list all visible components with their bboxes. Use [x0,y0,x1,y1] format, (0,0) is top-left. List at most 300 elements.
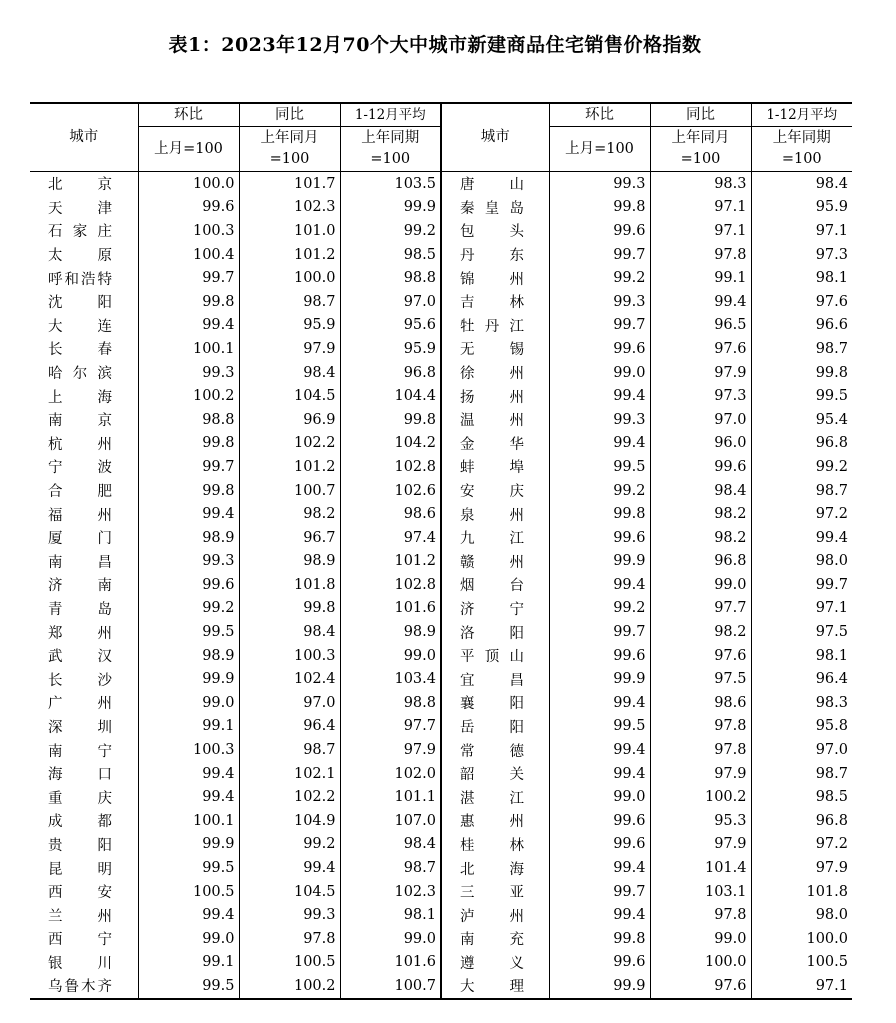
table-row [30,172,852,196]
mom-value-left: 100.4 [138,243,239,267]
city-name: 乌鲁木齐 [48,979,112,996]
yoy-value-left: 100.5 [239,951,340,975]
mom-value-left: 99.5 [138,856,239,880]
city-header-left: 城市 [30,103,138,172]
avg-value-right: 97.3 [751,243,852,267]
city-name: 徐 州 [460,366,524,383]
mom-value-right: 99.6 [549,951,650,975]
mom-value-left: 100.1 [138,337,239,361]
city-name: 石家庄 [48,224,112,241]
avg-header-right: 1-12月平均 [751,103,852,127]
city-cell-right [441,243,549,267]
city-cell-right [441,314,549,338]
mom-value-left: 99.7 [138,455,239,479]
table-row [30,196,852,220]
mom-value-left: 99.6 [138,573,239,597]
avg-value-left: 103.4 [340,667,441,691]
avg-header-left: 1-12月平均 [340,103,441,127]
yoy-value-right: 97.8 [650,715,751,739]
city-cell-right [441,738,549,762]
city-name: 金 华 [460,436,524,453]
city-cell-left [30,667,138,691]
yoy-value-left: 97.0 [239,691,340,715]
city-name: 扬 州 [460,389,524,406]
yoy-value-right: 97.1 [650,219,751,243]
table-row [30,856,852,880]
table-row [30,785,852,809]
table-row [30,384,852,408]
city-cell-left [30,337,138,361]
yoy-value-left: 99.8 [239,597,340,621]
city-cell-left [30,502,138,526]
mom-value-left: 99.1 [138,951,239,975]
mom-value-right: 99.4 [549,384,650,408]
city-name: 北 海 [460,861,524,878]
table-row [30,644,852,668]
mom-value-right: 99.6 [549,644,650,668]
city-cell-right [441,715,549,739]
yoy-value-right: 97.8 [650,738,751,762]
mom-value-left: 100.3 [138,219,239,243]
mom-value-left: 99.2 [138,597,239,621]
mom-value-left: 99.0 [138,691,239,715]
mom-value-right: 99.0 [549,785,650,809]
city-cell-left [30,290,138,314]
avg-value-right: 98.0 [751,550,852,574]
avg-value-right: 99.7 [751,573,852,597]
city-name: 温 州 [460,413,524,430]
city-cell-right [441,974,549,999]
city-name: 济 南 [48,578,112,595]
city-name: 包 头 [460,224,524,241]
table-row [30,314,852,338]
city-cell-left [30,644,138,668]
yoy-value-left: 99.3 [239,903,340,927]
yoy-value-right: 97.6 [650,644,751,668]
avg-value-left: 102.6 [340,479,441,503]
avg-value-left: 102.8 [340,455,441,479]
city-name: 哈尔滨 [48,366,112,383]
mom-value-left: 99.7 [138,266,239,290]
yoy-value-left: 102.2 [239,432,340,456]
yoy-value-right: 100.0 [650,951,751,975]
yoy-value-right: 99.1 [650,266,751,290]
mom-value-right: 99.3 [549,172,650,196]
yoy-value-left: 100.3 [239,644,340,668]
mom-value-right: 99.2 [549,266,650,290]
mom-value-right: 99.6 [549,833,650,857]
avg-base-right: 上年同期 =100 [751,127,852,172]
city-name: 天 津 [48,200,112,217]
yoy-value-right: 97.1 [650,196,751,220]
city-cell-left [30,432,138,456]
city-name: 九 江 [460,531,524,548]
mom-value-left: 99.8 [138,432,239,456]
table-row [30,903,852,927]
mom-value-right: 99.6 [549,219,650,243]
yoy-value-right: 100.2 [650,785,751,809]
avg-value-left: 98.6 [340,502,441,526]
city-name: 武 汉 [48,649,112,666]
avg-value-right: 100.5 [751,951,852,975]
table-row [30,502,852,526]
city-name: 襄 阳 [460,696,524,713]
city-cell-left [30,833,138,857]
city-cell-left [30,573,138,597]
mom-value-left: 100.2 [138,384,239,408]
table-row [30,833,852,857]
city-cell-left [30,526,138,550]
yoy-value-left: 102.3 [239,196,340,220]
city-cell-left [30,951,138,975]
avg-value-left: 99.0 [340,644,441,668]
city-cell-left [30,408,138,432]
mom-value-left: 100.0 [138,172,239,196]
avg-value-left: 104.4 [340,384,441,408]
mom-value-right: 99.4 [549,903,650,927]
city-name: 秦皇岛 [460,200,524,217]
table-body [30,172,852,999]
city-cell-right [441,667,549,691]
mom-value-left: 99.4 [138,785,239,809]
table-row [30,455,852,479]
yoy-value-right: 97.9 [650,762,751,786]
city-cell-right [441,550,549,574]
avg-value-left: 102.3 [340,880,441,904]
city-name: 湛 江 [460,790,524,807]
avg-value-right: 97.0 [751,738,852,762]
mom-base-left: 上月=100 [138,127,239,172]
avg-value-right: 98.5 [751,785,852,809]
avg-value-right: 95.9 [751,196,852,220]
avg-value-left: 95.6 [340,314,441,338]
avg-value-left: 98.4 [340,833,441,857]
avg-value-right: 99.8 [751,361,852,385]
yoy-value-right: 101.4 [650,856,751,880]
yoy-value-right: 97.9 [650,833,751,857]
avg-value-left: 101.2 [340,550,441,574]
mom-value-left: 99.5 [138,974,239,999]
city-cell-right [441,620,549,644]
city-cell-right [441,455,549,479]
avg-value-right: 98.7 [751,337,852,361]
avg-value-right: 97.6 [751,290,852,314]
yoy-value-left: 97.8 [239,927,340,951]
mom-value-left: 99.4 [138,502,239,526]
table-row [30,550,852,574]
avg-value-left: 98.5 [340,243,441,267]
city-cell-right [441,762,549,786]
yoy-value-right: 97.9 [650,361,751,385]
yoy-value-left: 102.2 [239,785,340,809]
city-cell-right [441,502,549,526]
mom-value-right: 99.2 [549,597,650,621]
city-name: 遵 义 [460,955,524,972]
table-row [30,715,852,739]
city-cell-right [441,361,549,385]
yoy-header-left: 同比 [239,103,340,127]
mom-value-left: 99.8 [138,290,239,314]
yoy-value-left: 101.7 [239,172,340,196]
city-cell-right [441,856,549,880]
mom-value-right: 99.9 [549,550,650,574]
city-cell-left [30,809,138,833]
city-cell-left [30,314,138,338]
city-name: 泉 州 [460,507,524,524]
mom-value-right: 99.4 [549,762,650,786]
avg-value-left: 98.9 [340,620,441,644]
city-cell-right [441,337,549,361]
table-row [30,408,852,432]
city-name: 西 宁 [48,932,112,949]
mom-value-right: 99.7 [549,243,650,267]
city-name: 洛 阳 [460,625,524,642]
city-name: 宁 波 [48,460,112,477]
city-name: 南 充 [460,932,524,949]
table-row [30,337,852,361]
mom-value-left: 100.3 [138,738,239,762]
yoy-value-left: 98.4 [239,361,340,385]
table-row [30,573,852,597]
city-cell-right [441,597,549,621]
avg-value-left: 100.7 [340,974,441,999]
avg-value-left: 97.4 [340,526,441,550]
yoy-value-left: 98.2 [239,502,340,526]
avg-value-right: 99.5 [751,384,852,408]
avg-value-left: 101.6 [340,597,441,621]
avg-value-right: 97.1 [751,597,852,621]
avg-value-right: 98.4 [751,172,852,196]
yoy-value-right: 99.6 [650,455,751,479]
yoy-value-left: 101.2 [239,243,340,267]
city-name: 唐 山 [460,177,524,194]
city-name: 岳 阳 [460,719,524,736]
table-row [30,691,852,715]
city-name: 厦 门 [48,531,112,548]
yoy-value-right: 97.6 [650,974,751,999]
city-name: 丹 东 [460,248,524,265]
yoy-value-right: 98.3 [650,172,751,196]
avg-value-right: 95.8 [751,715,852,739]
city-name: 郑 州 [48,625,112,642]
mom-value-left: 99.4 [138,314,239,338]
city-name: 赣 州 [460,554,524,571]
avg-value-left: 102.8 [340,573,441,597]
mom-value-right: 99.7 [549,314,650,338]
table-header [30,103,852,172]
yoy-value-right: 98.2 [650,502,751,526]
avg-value-right: 95.4 [751,408,852,432]
avg-value-left: 101.6 [340,951,441,975]
avg-value-left: 103.5 [340,172,441,196]
avg-value-right: 100.0 [751,927,852,951]
city-name: 大 理 [460,979,524,996]
yoy-value-left: 104.5 [239,384,340,408]
city-name: 长 春 [48,342,112,359]
city-cell-right [441,526,549,550]
yoy-value-left: 104.9 [239,809,340,833]
city-cell-left [30,738,138,762]
avg-value-left: 98.1 [340,903,441,927]
avg-value-right: 96.6 [751,314,852,338]
avg-value-left: 97.7 [340,715,441,739]
mom-value-left: 100.5 [138,880,239,904]
yoy-value-left: 102.4 [239,667,340,691]
city-name: 兰 州 [48,908,112,925]
city-cell-right [441,172,549,196]
table-row [30,290,852,314]
city-name: 吉 林 [460,295,524,312]
mom-value-right: 99.6 [549,809,650,833]
yoy-value-left: 98.7 [239,738,340,762]
avg-value-right: 98.7 [751,479,852,503]
yoy-value-left: 97.9 [239,337,340,361]
yoy-value-right: 98.6 [650,691,751,715]
mom-value-left: 99.0 [138,927,239,951]
city-cell-right [441,691,549,715]
mom-value-right: 99.4 [549,856,650,880]
mom-value-left: 99.9 [138,833,239,857]
avg-value-left: 98.8 [340,691,441,715]
avg-value-right: 97.2 [751,502,852,526]
mom-value-left: 99.4 [138,903,239,927]
avg-value-left: 96.8 [340,361,441,385]
yoy-value-left: 99.2 [239,833,340,857]
avg-value-left: 99.8 [340,408,441,432]
avg-value-left: 97.0 [340,290,441,314]
city-name: 贵 阳 [48,837,112,854]
city-name: 桂 林 [460,837,524,854]
city-name: 西 安 [48,885,112,902]
city-cell-right [441,266,549,290]
yoy-value-left: 100.7 [239,479,340,503]
city-cell-left [30,903,138,927]
yoy-value-right: 97.7 [650,597,751,621]
city-name: 昆 明 [48,861,112,878]
yoy-value-right: 103.1 [650,880,751,904]
yoy-value-left: 98.7 [239,290,340,314]
yoy-value-right: 96.5 [650,314,751,338]
mom-value-right: 99.0 [549,361,650,385]
city-name: 济 宁 [460,601,524,618]
mom-value-right: 99.6 [549,337,650,361]
mom-value-right: 99.5 [549,715,650,739]
table-title: 表1：2023年12月70个大中城市新建商品住宅销售价格指数 [168,34,702,56]
yoy-value-left: 96.9 [239,408,340,432]
city-cell-left [30,455,138,479]
city-cell-left [30,715,138,739]
city-name: 海 口 [48,767,112,784]
city-cell-right [441,479,549,503]
city-name: 上 海 [48,389,112,406]
yoy-value-right: 97.8 [650,243,751,267]
yoy-base-left: 上年同月 =100 [239,127,340,172]
city-cell-right [441,880,549,904]
city-name: 三 亚 [460,885,524,902]
yoy-value-left: 104.5 [239,880,340,904]
yoy-value-left: 96.4 [239,715,340,739]
city-cell-right [441,384,549,408]
city-cell-left [30,927,138,951]
yoy-value-left: 101.2 [239,455,340,479]
mom-value-left: 99.3 [138,361,239,385]
mom-value-right: 99.4 [549,573,650,597]
city-cell-left [30,172,138,196]
city-name: 青 岛 [48,601,112,618]
city-name: 牡丹江 [460,318,524,335]
city-name: 安 庆 [460,484,524,501]
mom-value-left: 98.8 [138,408,239,432]
mom-value-left: 99.3 [138,550,239,574]
city-name: 深 圳 [48,719,112,736]
city-cell-right [441,573,549,597]
yoy-value-right: 97.8 [650,903,751,927]
mom-value-right: 99.8 [549,196,650,220]
mom-value-left: 99.5 [138,620,239,644]
yoy-value-right: 99.4 [650,290,751,314]
yoy-value-left: 98.4 [239,620,340,644]
city-cell-left [30,691,138,715]
city-name: 南 昌 [48,554,112,571]
yoy-value-right: 97.6 [650,337,751,361]
table-row [30,880,852,904]
city-name: 泸 州 [460,908,524,925]
avg-base-left: 上年同期 =100 [340,127,441,172]
city-cell-left [30,384,138,408]
table-row [30,479,852,503]
city-name: 北 京 [48,177,112,194]
city-name: 蚌 埠 [460,460,524,477]
city-name: 成 都 [48,814,112,831]
city-cell-right [441,644,549,668]
city-name: 韶 关 [460,767,524,784]
avg-value-right: 99.4 [751,526,852,550]
yoy-value-left: 101.0 [239,219,340,243]
city-cell-right [441,432,549,456]
mom-value-left: 100.1 [138,809,239,833]
yoy-value-right: 98.2 [650,526,751,550]
avg-value-left: 98.7 [340,856,441,880]
city-cell-left [30,974,138,999]
city-name: 平顶山 [460,649,524,666]
city-name: 长 沙 [48,672,112,689]
yoy-value-right: 98.4 [650,479,751,503]
yoy-value-right: 96.0 [650,432,751,456]
yoy-value-right: 95.3 [650,809,751,833]
city-cell-right [441,951,549,975]
mom-header-right: 环比 [549,103,650,127]
table-row [30,361,852,385]
city-cell-left [30,479,138,503]
city-cell-right [441,785,549,809]
yoy-value-left: 101.8 [239,573,340,597]
avg-value-right: 98.0 [751,903,852,927]
avg-value-left: 102.0 [340,762,441,786]
mom-value-left: 99.4 [138,762,239,786]
city-name: 合 肥 [48,484,112,501]
avg-value-right: 96.8 [751,432,852,456]
yoy-base-right: 上年同月 =100 [650,127,751,172]
table-row [30,432,852,456]
city-name: 杭 州 [48,436,112,453]
city-cell-left [30,196,138,220]
avg-value-right: 97.1 [751,219,852,243]
avg-value-right: 98.3 [751,691,852,715]
yoy-header-right: 同比 [650,103,751,127]
city-name: 锦 州 [460,271,524,288]
avg-value-left: 104.2 [340,432,441,456]
mom-value-right: 99.8 [549,502,650,526]
